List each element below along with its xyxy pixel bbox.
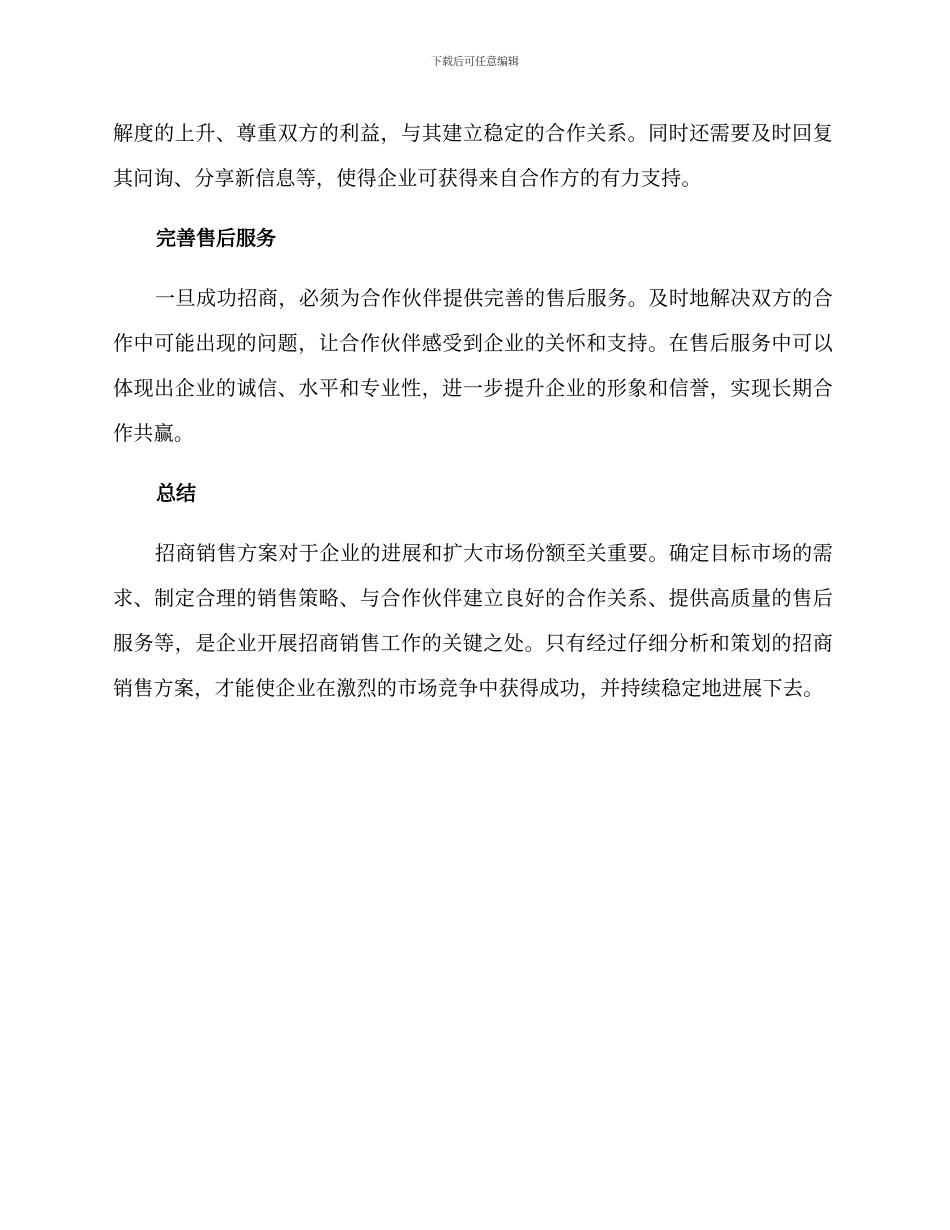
paragraph-after-sales: 一旦成功招商，必须为合作伙伴提供完善的售后服务。及时地解决双方的合作中可能出现的问题，让合作伙伴感受到企业的关怀和支持。在售后服务中可以体现出企业的诚信、水平和专业性，进一步提升企业的形象和信誉，实现长期合作共赢。 <box>113 286 833 445</box>
paragraph-partnership-continued: 解度的上升、尊重双方的利益，与其建立稳定的合作关系。同时还需要及时回复其问询、分享新信息等，使得企业可获得来自合作方的有力支持。 <box>113 121 833 190</box>
document-body <box>113 111 833 726</box>
section-heading-summary: 总结 <box>156 481 196 505</box>
paragraph-summary: 招商销售方案对于企业的进展和扩大市场份额至关重要。确定目标市场的需求、制定合理的销售策略、与合作伙伴建立良好的合作关系、提供高质量的售后服务等，是企业开展招商销售工作的关键之处。只有经过仔细分析和策划的招商销售方案，才能使企业在激烈的市场竞争中获得成功，并持续稳定地进展下去。 <box>113 541 833 700</box>
section-heading-after-sales: 完善售后服务 <box>156 226 276 250</box>
page-header: 下载后可任意编辑 <box>431 55 519 68</box>
